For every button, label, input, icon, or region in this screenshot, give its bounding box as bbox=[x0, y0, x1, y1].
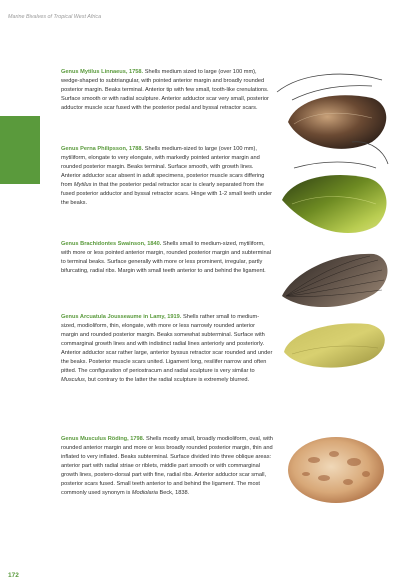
entry-perna: Genus Perna Philipsson, 1788. Shells medium-sized to large (over 100 mm), mytiliform, elongate to very elongate, with markedly pointed anterior margin and rounded posterior margin. Beaks terminal. Surface smooth, with growth lines. Anterior adductor scar absent in adult specimens, posterior muscle scars differing from Mytilus in that the posterior pedal retractor scar is clearly separated from the fused posterior adductor and byssal retractor scars. Hinge with 1-2 small teeth under the beaks. bbox=[61, 146, 273, 207]
perna-shell-image bbox=[272, 138, 392, 242]
brachidontes-shell-drawing bbox=[278, 246, 392, 312]
perna-shell-drawing bbox=[272, 138, 392, 242]
musculus-shell-image bbox=[284, 432, 386, 506]
genus-name: Genus Brachidontes Swainson, 1840. bbox=[61, 241, 162, 247]
entry-arcuatula: Genus Arcuatula Jousseaume in Lamy, 1919. Shells rather small to medium-sized, modioliform, thin, elongate, with more or less narrowly rounded anterior margin and rounded posterior margin. Beaks somewhat subterminal. Surface with commarginal growth lines and with indistinct radial lines anteriorly and posteriorly. Anterior adductor scar rather large, anterior byssus retractor scar rounded and under the beaks. Posterior muscle scars united. Ligament long, resilifer narrow and often pitted. The configuration of periostracum and radial sculpture is very similar to Musculus, but contrary to the latter the radial sculpture is extremely blurred. bbox=[61, 314, 273, 384]
entry-brachidontes bbox=[61, 240, 273, 276]
entry-mytilus bbox=[61, 68, 273, 113]
arcuatula-shell-image bbox=[278, 316, 392, 372]
genus-description: Shells small to medium-sized, mytiliform, with more or less pointed anterior margin, rounded posterior margin and subterminal to terminal beaks. Surface generally with more or less prominent, irregular, partly bifurcating, radial ribs. Margin with small teeth anterior to and behind the ligament. bbox=[61, 241, 272, 275]
page-number: 172 bbox=[8, 572, 19, 579]
genus-name: Genus Arcuatula Jousseaume in Lamy, 1919. bbox=[61, 314, 182, 320]
genus-description: Shells medium sized to large (over 100 mm), wedge-shaped to subtriangular, with pointed anterior margin and broadly rounded posterior margin. Beaks terminal. Anterior tip with few small, tooth-like crenulations. Surface smooth or with radial sculpture. Anterior adductor scar very small, posterior adductor muscle scar fused with the posterior pedal and byssal retractor scars. bbox=[61, 69, 269, 112]
page-header: Marine Bivalves of Tropical West Africa bbox=[8, 14, 102, 20]
brachidontes-shell-image bbox=[278, 246, 392, 312]
musculus-shell-drawing bbox=[284, 432, 386, 506]
genus-name: Genus Perna Philipsson, 1788. bbox=[61, 146, 144, 152]
genus-name: Genus Mytilus Linnaeus, 1758. bbox=[61, 69, 144, 75]
genus-name: Genus Musculus Röding, 1798. bbox=[61, 436, 145, 442]
entry-musculus: Genus Musculus Röding, 1798. Shells mostly small, broadly modioliform, oval, with rounded anterior margin and more or less broadly rounded posterior margin, thin and inflated to very inflated. Beaks subterminal. Surface divided into three oblique areas: anterior part with radial striae or riblets, middle part smooth or with commarginal growth lines, postero-dorsal part with fine, radial ribs. Anterior adductor scar small, posterior scars fused. Small teeth anterior to and behind the ligament. The most commonly used synonym is Modiolaria Beck, 1838. bbox=[61, 436, 273, 497]
section-color-tab bbox=[0, 116, 40, 184]
arcuatula-shell-drawing bbox=[278, 316, 392, 372]
